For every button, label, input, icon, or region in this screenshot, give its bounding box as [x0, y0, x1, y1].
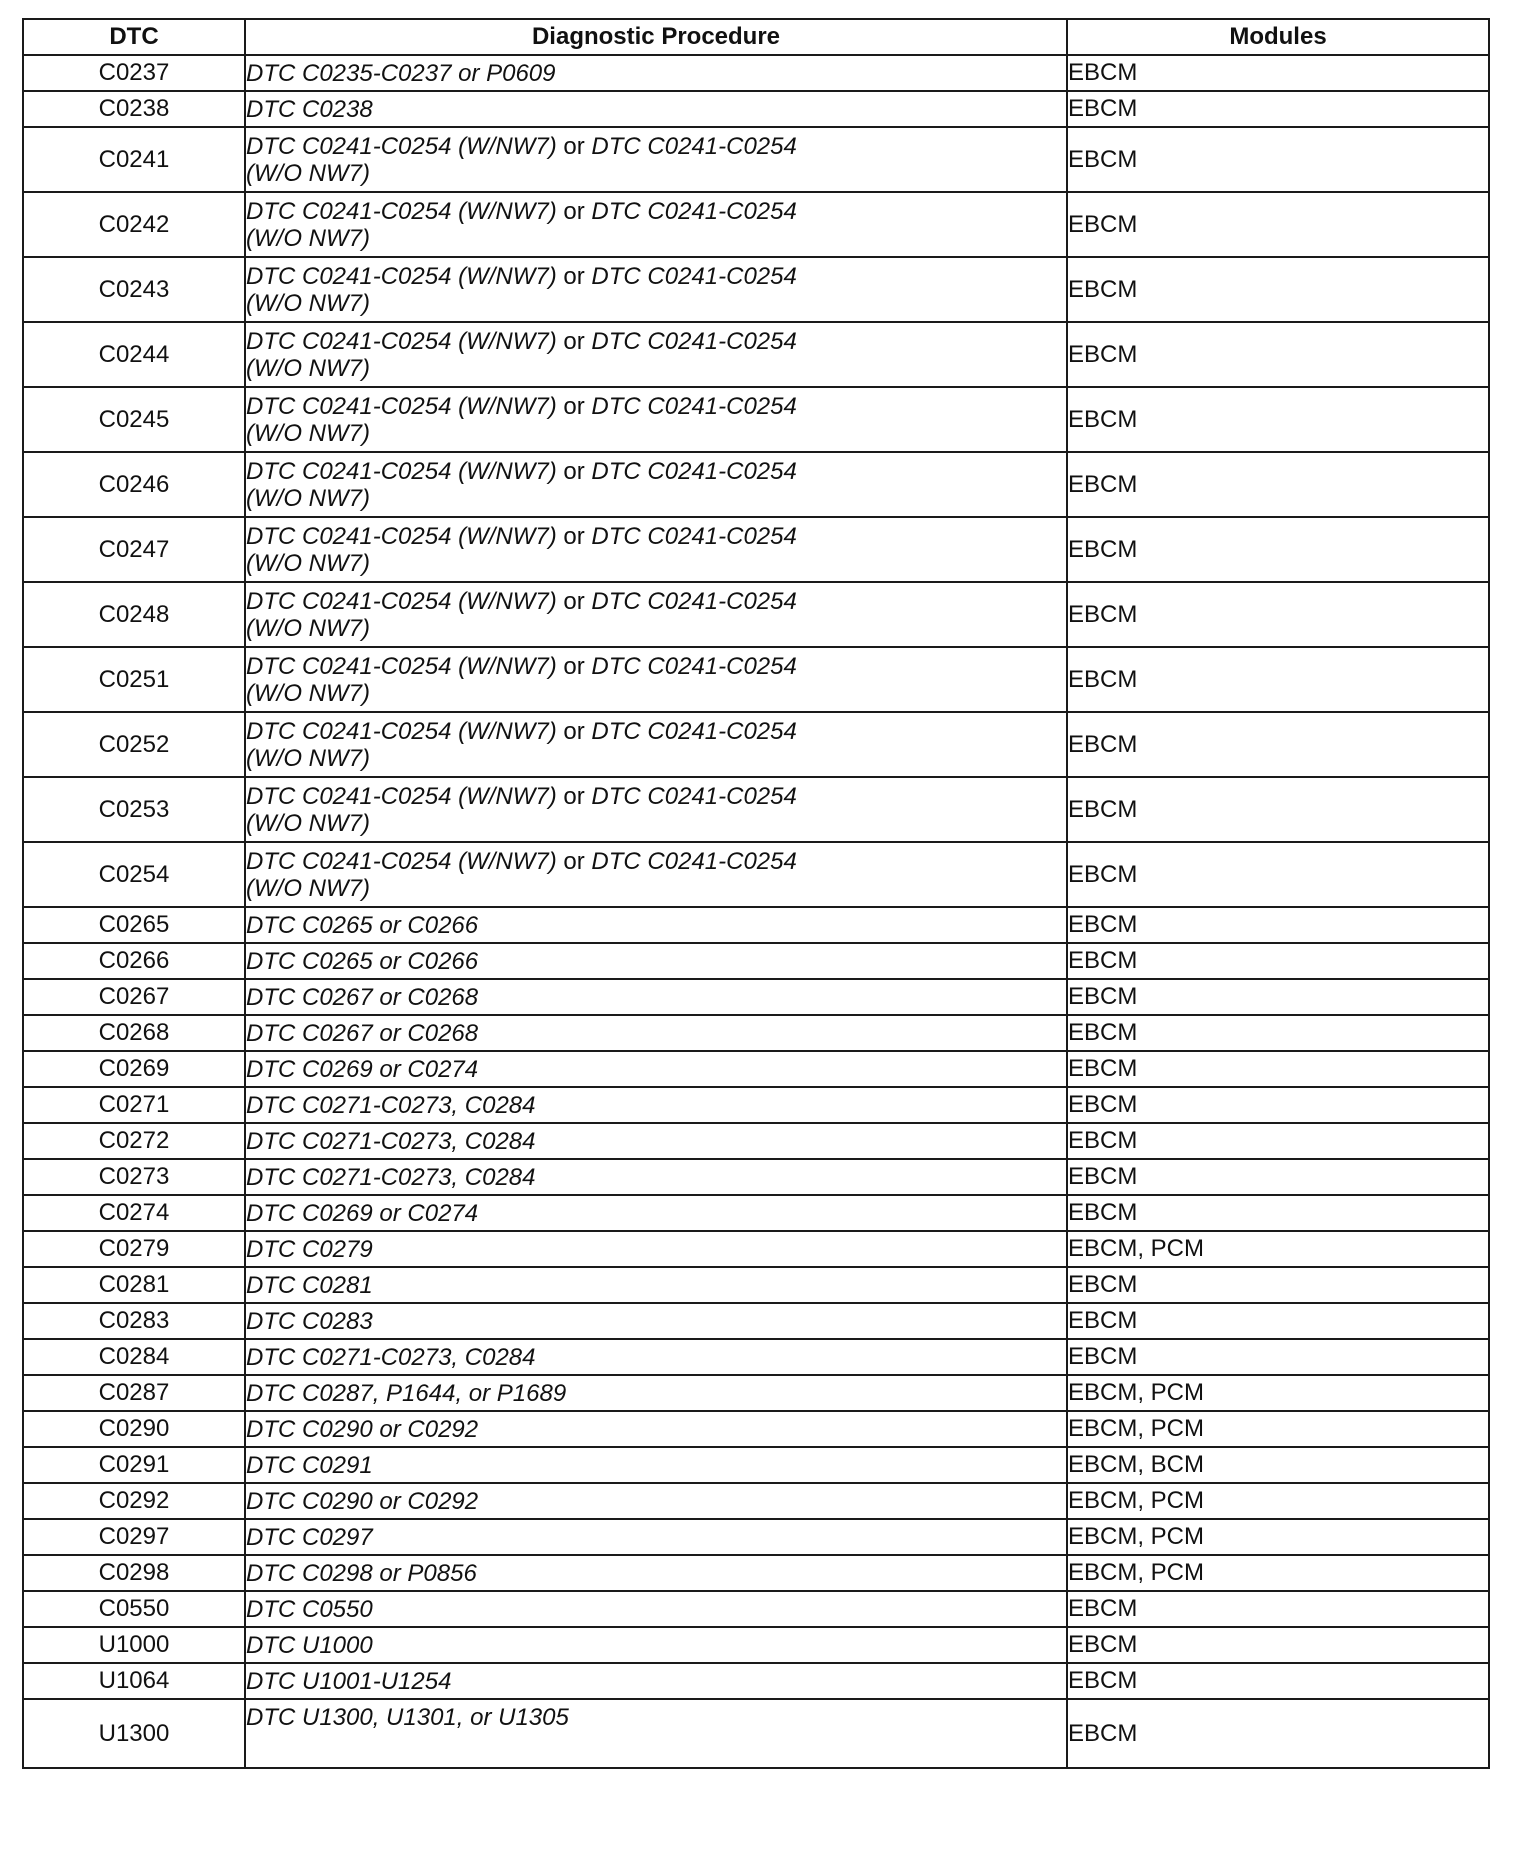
- procedure-text: DTC C0241-C0254: [591, 392, 797, 420]
- procedure-text: (W/O NW7): [246, 614, 370, 642]
- table-row: [23, 55, 1489, 91]
- dtc-code-cell: U1064: [23, 1663, 245, 1699]
- header-dtc: DTC: [23, 19, 245, 55]
- table-row: [23, 1231, 1489, 1267]
- modules-cell: EBCM: [1067, 452, 1489, 517]
- modules-cell: EBCM, BCM: [1067, 1447, 1489, 1483]
- table-row: [23, 1339, 1489, 1375]
- table-row: [23, 91, 1489, 127]
- procedure-text: DTC C0281: [246, 1271, 373, 1299]
- table-row: [23, 979, 1489, 1015]
- dtc-code-cell: C0268: [23, 1015, 245, 1051]
- dtc-code-cell: C0279: [23, 1231, 245, 1267]
- modules-cell: EBCM: [1067, 517, 1489, 582]
- procedure-text: DTC C0241-C0254 (W/NW7): [246, 782, 557, 810]
- procedure-text: DTC C0235-C0237 or P0609: [246, 59, 556, 87]
- procedure-cell: [245, 582, 1067, 647]
- table-row: [23, 777, 1489, 842]
- procedure-text: DTC C0241-C0254: [591, 132, 797, 160]
- procedure-cell: [245, 907, 1067, 943]
- dtc-code-cell: C0291: [23, 1447, 245, 1483]
- procedure-cell: [245, 1339, 1067, 1375]
- table-row: [23, 647, 1489, 712]
- procedure-text: DTC C0241-C0254: [591, 522, 797, 550]
- modules-cell: EBCM: [1067, 127, 1489, 192]
- procedure-or: or: [563, 587, 585, 615]
- procedure-text: DTC C0291: [246, 1451, 373, 1479]
- modules-cell: EBCM: [1067, 979, 1489, 1015]
- procedure-text: DTC C0241-C0254: [591, 782, 797, 810]
- procedure-cell: [245, 257, 1067, 322]
- procedure-cell: [245, 452, 1067, 517]
- modules-cell: EBCM: [1067, 1159, 1489, 1195]
- procedure-text: DTC C0241-C0254 (W/NW7): [246, 717, 557, 745]
- dtc-code-cell: C0298: [23, 1555, 245, 1591]
- modules-cell: EBCM: [1067, 1195, 1489, 1231]
- modules-cell: EBCM: [1067, 1591, 1489, 1627]
- procedure-cell: [245, 1267, 1067, 1303]
- procedure-cell: [245, 1195, 1067, 1231]
- modules-cell: EBCM: [1067, 1303, 1489, 1339]
- dtc-code-cell: C0266: [23, 943, 245, 979]
- procedure-or: or: [563, 652, 585, 680]
- dtc-code-cell: C0274: [23, 1195, 245, 1231]
- procedure-or: or: [563, 327, 585, 355]
- procedure-text: DTC U1000: [246, 1631, 373, 1659]
- procedure-text: (W/O NW7): [246, 159, 370, 187]
- procedure-text: (W/O NW7): [246, 484, 370, 512]
- procedure-or: or: [563, 782, 585, 810]
- table-row: [23, 387, 1489, 452]
- dtc-code-cell: C0251: [23, 647, 245, 712]
- procedure-text: DTC C0241-C0254 (W/NW7): [246, 587, 557, 615]
- procedure-text: (W/O NW7): [246, 809, 370, 837]
- procedure-or: or: [563, 717, 585, 745]
- table-row: [23, 1519, 1489, 1555]
- procedure-text: DTC C0241-C0254 (W/NW7): [246, 132, 557, 160]
- procedure-or: or: [563, 197, 585, 225]
- procedure-text: (W/O NW7): [246, 419, 370, 447]
- procedure-text: DTC C0550: [246, 1595, 373, 1623]
- procedure-text: DTC C0238: [246, 95, 373, 123]
- dtc-code-cell: C0237: [23, 55, 245, 91]
- modules-cell: EBCM: [1067, 1087, 1489, 1123]
- modules-cell: EBCM: [1067, 322, 1489, 387]
- table-row: [23, 127, 1489, 192]
- procedure-cell: [245, 1159, 1067, 1195]
- modules-cell: EBCM: [1067, 943, 1489, 979]
- procedure-text: DTC C0241-C0254 (W/NW7): [246, 262, 557, 290]
- procedure-text: DTC C0241-C0254: [591, 262, 797, 290]
- dtc-code-cell: C0241: [23, 127, 245, 192]
- procedure-text: DTC C0241-C0254 (W/NW7): [246, 457, 557, 485]
- procedure-text: DTC C0267 or C0268: [246, 1019, 479, 1047]
- modules-cell: EBCM: [1067, 257, 1489, 322]
- dtc-code-cell: C0272: [23, 1123, 245, 1159]
- procedure-cell: [245, 979, 1067, 1015]
- modules-cell: EBCM, PCM: [1067, 1555, 1489, 1591]
- procedure-cell: [245, 1555, 1067, 1591]
- table-row: [23, 1411, 1489, 1447]
- procedure-text: DTC C0241-C0254 (W/NW7): [246, 522, 557, 550]
- procedure-text: DTC C0241-C0254 (W/NW7): [246, 197, 557, 225]
- modules-cell: EBCM: [1067, 907, 1489, 943]
- procedure-or: or: [563, 457, 585, 485]
- dtc-code-cell: U1300: [23, 1699, 245, 1768]
- dtc-code-cell: C0269: [23, 1051, 245, 1087]
- procedure-text: DTC U1001-U1254: [246, 1667, 452, 1695]
- table-row: [23, 322, 1489, 387]
- modules-cell: EBCM: [1067, 582, 1489, 647]
- dtc-code-cell: C0243: [23, 257, 245, 322]
- dtc-code-cell: C0242: [23, 192, 245, 257]
- dtc-code-cell: C0292: [23, 1483, 245, 1519]
- table-row: [23, 582, 1489, 647]
- procedure-cell: [245, 1051, 1067, 1087]
- modules-cell: EBCM: [1067, 1267, 1489, 1303]
- table-row: [23, 1051, 1489, 1087]
- table-row: [23, 712, 1489, 777]
- table-row: [23, 1159, 1489, 1195]
- procedure-text: DTC C0269 or C0274: [246, 1055, 479, 1083]
- procedure-cell: [245, 647, 1067, 712]
- table-row: [23, 1375, 1489, 1411]
- dtc-code-cell: C0550: [23, 1591, 245, 1627]
- dtc-code-cell: C0253: [23, 777, 245, 842]
- modules-cell: EBCM: [1067, 777, 1489, 842]
- dtc-code-cell: C0252: [23, 712, 245, 777]
- modules-cell: EBCM, PCM: [1067, 1231, 1489, 1267]
- procedure-text: (W/O NW7): [246, 874, 370, 902]
- dtc-code-cell: C0290: [23, 1411, 245, 1447]
- modules-cell: EBCM: [1067, 842, 1489, 907]
- modules-cell: EBCM, PCM: [1067, 1483, 1489, 1519]
- procedure-cell: [245, 1411, 1067, 1447]
- procedure-cell: [245, 192, 1067, 257]
- table-row: [23, 842, 1489, 907]
- modules-cell: EBCM: [1067, 192, 1489, 257]
- modules-cell: EBCM: [1067, 1699, 1489, 1768]
- procedure-text: DTC U1300, U1301, or U1305: [246, 1704, 569, 1731]
- dtc-code-cell: C0271: [23, 1087, 245, 1123]
- modules-cell: EBCM: [1067, 91, 1489, 127]
- dtc-code-cell: C0244: [23, 322, 245, 387]
- modules-cell: EBCM, PCM: [1067, 1375, 1489, 1411]
- procedure-cell: [245, 322, 1067, 387]
- procedure-text: DTC C0241-C0254: [591, 587, 797, 615]
- procedure-text: DTC C0271-C0273, C0284: [246, 1343, 536, 1371]
- header-modules: Modules: [1067, 19, 1489, 55]
- procedure-text: DTC C0290 or C0292: [246, 1415, 479, 1443]
- modules-cell: EBCM: [1067, 1123, 1489, 1159]
- procedure-text: DTC C0298 or P0856: [246, 1559, 477, 1587]
- dtc-code-cell: C0287: [23, 1375, 245, 1411]
- procedure-cell: [245, 55, 1067, 91]
- procedure-text: (W/O NW7): [246, 549, 370, 577]
- procedure-cell: [245, 1519, 1067, 1555]
- dtc-code-cell: C0247: [23, 517, 245, 582]
- procedure-cell: [245, 1663, 1067, 1699]
- modules-cell: EBCM, PCM: [1067, 1519, 1489, 1555]
- procedure-text: DTC C0271-C0273, C0284: [246, 1091, 536, 1119]
- header-procedure: Diagnostic Procedure: [245, 19, 1067, 55]
- procedure-text: (W/O NW7): [246, 679, 370, 707]
- table-row: [23, 1303, 1489, 1339]
- table-row: [23, 1483, 1489, 1519]
- table-row: [23, 1087, 1489, 1123]
- procedure-text: DTC C0271-C0273, C0284: [246, 1127, 536, 1155]
- table-row: [23, 1663, 1489, 1699]
- procedure-cell: [245, 842, 1067, 907]
- table-row: [23, 517, 1489, 582]
- dtc-code-cell: C0267: [23, 979, 245, 1015]
- procedure-cell: [245, 387, 1067, 452]
- dtc-table: [22, 18, 1490, 1769]
- procedure-cell: [245, 127, 1067, 192]
- procedure-text: DTC C0265 or C0266: [246, 911, 479, 939]
- procedure-cell: [245, 1231, 1067, 1267]
- dtc-code-cell: C0238: [23, 91, 245, 127]
- table-row: [23, 1123, 1489, 1159]
- procedure-text: DTC C0241-C0254 (W/NW7): [246, 327, 557, 355]
- table-row: [23, 452, 1489, 517]
- dtc-code-cell: C0265: [23, 907, 245, 943]
- dtc-code-cell: C0273: [23, 1159, 245, 1195]
- dtc-code-cell: C0281: [23, 1267, 245, 1303]
- modules-cell: EBCM: [1067, 1051, 1489, 1087]
- modules-cell: EBCM: [1067, 1627, 1489, 1663]
- dtc-code-cell: U1000: [23, 1627, 245, 1663]
- procedure-cell: [245, 777, 1067, 842]
- procedure-cell: [245, 1447, 1067, 1483]
- table-row: [23, 907, 1489, 943]
- procedure-text: DTC C0241-C0254: [591, 717, 797, 745]
- table-row: [23, 1699, 1489, 1768]
- procedure-text: DTC C0241-C0254 (W/NW7): [246, 392, 557, 420]
- procedure-or: or: [563, 847, 585, 875]
- table-row: [23, 1627, 1489, 1663]
- dtc-code-cell: C0254: [23, 842, 245, 907]
- procedure-text: DTC C0241-C0254 (W/NW7): [246, 652, 557, 680]
- procedure-or: or: [563, 392, 585, 420]
- procedure-cell: [245, 1123, 1067, 1159]
- procedure-text: (W/O NW7): [246, 744, 370, 772]
- modules-cell: EBCM: [1067, 647, 1489, 712]
- table-row: [23, 192, 1489, 257]
- procedure-cell: [245, 517, 1067, 582]
- table-row: [23, 943, 1489, 979]
- table-row: [23, 1015, 1489, 1051]
- procedure-cell: [245, 1375, 1067, 1411]
- procedure-text: DTC C0279: [246, 1235, 373, 1263]
- modules-cell: EBCM, PCM: [1067, 1411, 1489, 1447]
- procedure-text: (W/O NW7): [246, 289, 370, 317]
- procedure-text: DTC C0297: [246, 1523, 373, 1551]
- procedure-text: (W/O NW7): [246, 224, 370, 252]
- procedure-cell: [245, 1591, 1067, 1627]
- modules-cell: EBCM: [1067, 1663, 1489, 1699]
- dtc-code-cell: C0284: [23, 1339, 245, 1375]
- modules-cell: EBCM: [1067, 712, 1489, 777]
- procedure-cell: [245, 91, 1067, 127]
- procedure-cell: [245, 1699, 1067, 1768]
- table-row: [23, 1591, 1489, 1627]
- dtc-code-cell: C0297: [23, 1519, 245, 1555]
- modules-cell: EBCM: [1067, 387, 1489, 452]
- procedure-text: DTC C0241-C0254: [591, 847, 797, 875]
- procedure-text: DTC C0241-C0254: [591, 197, 797, 225]
- procedure-or: or: [563, 132, 585, 160]
- procedure-text: DTC C0241-C0254 (W/NW7): [246, 847, 557, 875]
- table-row: [23, 1555, 1489, 1591]
- procedure-text: DTC C0241-C0254: [591, 457, 797, 485]
- procedure-cell: [245, 1015, 1067, 1051]
- procedure-text: DTC C0287, P1644, or P1689: [246, 1379, 567, 1407]
- table-row: [23, 1195, 1489, 1231]
- procedure-text: DTC C0241-C0254: [591, 652, 797, 680]
- procedure-cell: [245, 1627, 1067, 1663]
- table-row: [23, 1267, 1489, 1303]
- dtc-code-cell: C0245: [23, 387, 245, 452]
- procedure-text: DTC C0283: [246, 1307, 373, 1335]
- procedure-text: DTC C0269 or C0274: [246, 1199, 479, 1227]
- procedure-text: DTC C0290 or C0292: [246, 1487, 479, 1515]
- modules-cell: EBCM: [1067, 1339, 1489, 1375]
- table-body: [23, 55, 1489, 1768]
- dtc-code-cell: C0248: [23, 582, 245, 647]
- dtc-code-cell: C0246: [23, 452, 245, 517]
- procedure-text: DTC C0241-C0254: [591, 327, 797, 355]
- procedure-text: DTC C0271-C0273, C0284: [246, 1163, 536, 1191]
- procedure-cell: [245, 1303, 1067, 1339]
- procedure-text: (W/O NW7): [246, 354, 370, 382]
- procedure-text: DTC C0267 or C0268: [246, 983, 479, 1011]
- procedure-or: or: [563, 522, 585, 550]
- table-row: [23, 257, 1489, 322]
- modules-cell: EBCM: [1067, 55, 1489, 91]
- procedure-cell: [245, 712, 1067, 777]
- procedure-cell: [245, 943, 1067, 979]
- procedure-cell: [245, 1087, 1067, 1123]
- procedure-text: DTC C0265 or C0266: [246, 947, 479, 975]
- modules-cell: EBCM: [1067, 1015, 1489, 1051]
- dtc-code-cell: C0283: [23, 1303, 245, 1339]
- procedure-or: or: [563, 262, 585, 290]
- procedure-cell: [245, 1483, 1067, 1519]
- table-row: [23, 1447, 1489, 1483]
- table-header: [23, 19, 1489, 55]
